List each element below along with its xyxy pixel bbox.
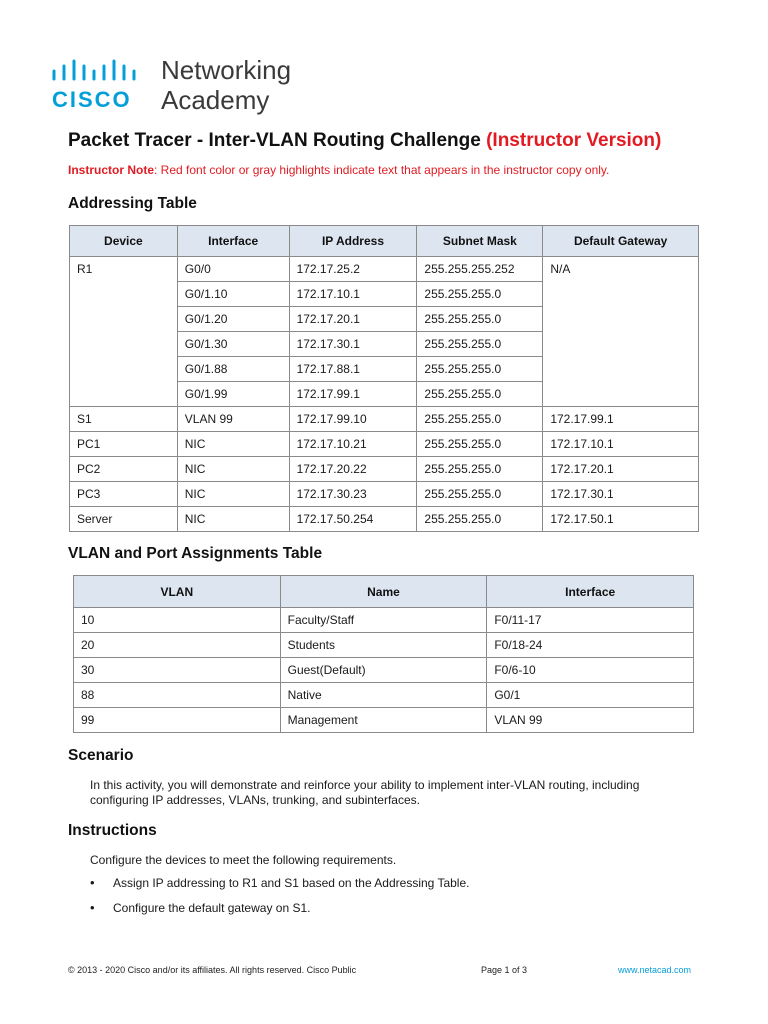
scenario-heading: Scenario (68, 747, 134, 764)
cisco-bridge-bars-icon (52, 59, 144, 81)
gateway-cell: 172.17.50.1 (543, 507, 699, 532)
vlan-name-cell: Guest(Default) (280, 658, 487, 683)
ip-cell: 172.17.10.1 (289, 282, 417, 307)
column-header-vlan: VLAN (74, 576, 281, 608)
logo-networking-text: Networking (161, 55, 292, 85)
column-header-interface: Interface (487, 576, 694, 608)
footer-copyright: © 2013 - 2020 Cisco and/or its affiliates. All rights reserved. Cisco Public (68, 965, 357, 975)
interface-cell: G0/1.88 (177, 357, 289, 382)
table-row (74, 658, 694, 683)
title-variant: (Instructor Version) (486, 130, 662, 151)
mask-cell: 255.255.255.0 (417, 357, 543, 382)
device-cell: S1 (70, 407, 178, 432)
interface-cell: G0/1.20 (177, 307, 289, 332)
column-header-default-gateway: Default Gateway (543, 226, 699, 257)
mask-cell: 255.255.255.0 (417, 282, 543, 307)
interface-cell: NIC (177, 457, 289, 482)
table-row (70, 507, 699, 532)
table-row (70, 407, 699, 432)
title-main: Packet Tracer - Inter-VLAN Routing Challenge (68, 130, 481, 151)
vlan-interface-cell: G0/1 (487, 683, 694, 708)
vlan-interface-cell: VLAN 99 (487, 708, 694, 733)
column-header-device: Device (70, 226, 178, 257)
vlan-name-cell: Management (280, 708, 487, 733)
list-item: • Configure the default gateway on S1. (90, 901, 469, 926)
vlan-name-cell: Native (280, 683, 487, 708)
table-row (74, 608, 694, 633)
interface-cell: G0/0 (177, 257, 289, 282)
device-cell: R1 (70, 257, 178, 407)
table-row (74, 683, 694, 708)
ip-cell: 172.17.10.21 (289, 432, 417, 457)
ip-cell: 172.17.30.1 (289, 332, 417, 357)
vlan-interface-cell: F0/6-10 (487, 658, 694, 683)
table-row (70, 257, 699, 282)
gateway-cell: N/A (543, 257, 699, 407)
column-header-name: Name (280, 576, 487, 608)
addressing-table-header-row (70, 226, 699, 257)
logo-academy-text: Academy (161, 85, 270, 115)
column-header-subnet-mask: Subnet Mask (417, 226, 543, 257)
ip-cell: 172.17.99.10 (289, 407, 417, 432)
interface-cell: VLAN 99 (177, 407, 289, 432)
interface-cell: G0/1.99 (177, 382, 289, 407)
instructions-list (90, 876, 469, 926)
device-cell: Server (70, 507, 178, 532)
gateway-cell: 172.17.30.1 (543, 482, 699, 507)
vlan-interface-cell: F0/11-17 (487, 608, 694, 633)
device-cell: PC1 (70, 432, 178, 457)
interface-cell: NIC (177, 432, 289, 457)
mask-cell: 255.255.255.252 (417, 257, 543, 282)
vlan-table-header-row (74, 576, 694, 608)
interface-cell: G0/1.10 (177, 282, 289, 307)
mask-cell: 255.255.255.0 (417, 307, 543, 332)
table-row (70, 457, 699, 482)
mask-cell: 255.255.255.0 (417, 457, 543, 482)
mask-cell: 255.255.255.0 (417, 382, 543, 407)
vlan-port-assignments-table (73, 575, 694, 733)
footer-url-link[interactable]: www.netacad.com (618, 965, 692, 975)
ip-cell: 172.17.88.1 (289, 357, 417, 382)
gateway-cell: 172.17.20.1 (543, 457, 699, 482)
gateway-cell: 172.17.99.1 (543, 407, 699, 432)
ip-cell: 172.17.20.22 (289, 457, 417, 482)
vlan-id-cell: 10 (74, 608, 281, 633)
device-cell: PC3 (70, 482, 178, 507)
mask-cell: 255.255.255.0 (417, 407, 543, 432)
gateway-cell: 172.17.10.1 (543, 432, 699, 457)
mask-cell: 255.255.255.0 (417, 332, 543, 357)
page-title (68, 130, 661, 152)
instructions-heading: Instructions (68, 822, 157, 839)
ip-cell: 172.17.30.23 (289, 482, 417, 507)
table-row (74, 633, 694, 658)
ip-cell: 172.17.20.1 (289, 307, 417, 332)
list-item: • Assign IP addressing to R1 and S1 based on the Addressing Table. (90, 876, 469, 901)
addressing-table-heading: Addressing Table (68, 195, 197, 212)
scenario-text: In this activity, you will demonstrate and reinforce your ability to implement inter-VLAN routing, including configuring IP addresses, VLANs, trunking, and subinterfaces. (90, 778, 640, 807)
addressing-table (69, 225, 699, 532)
cisco-networking-academy-logo (52, 56, 352, 116)
vlan-name-cell: Students (280, 633, 487, 658)
instructor-note-label: Instructor Note (68, 163, 155, 177)
instructions-intro: Configure the devices to meet the following requirements. (90, 853, 397, 867)
instructor-note-text: : Red font color or gray highlights indicate text that appears in the instructor copy only. (154, 163, 610, 177)
column-header-interface: Interface (177, 226, 289, 257)
vlan-name-cell: Faculty/Staff (280, 608, 487, 633)
footer-page-number: Page 1 of 3 (481, 965, 528, 975)
interface-cell: NIC (177, 507, 289, 532)
vlan-table-heading: VLAN and Port Assignments Table (68, 545, 323, 562)
mask-cell: 255.255.255.0 (417, 432, 543, 457)
vlan-id-cell: 99 (74, 708, 281, 733)
cisco-wordmark: CISCO (52, 87, 132, 112)
table-row (70, 432, 699, 457)
table-row (70, 482, 699, 507)
interface-cell: NIC (177, 482, 289, 507)
ip-cell: 172.17.99.1 (289, 382, 417, 407)
interface-cell: G0/1.30 (177, 332, 289, 357)
vlan-id-cell: 30 (74, 658, 281, 683)
mask-cell: 255.255.255.0 (417, 482, 543, 507)
column-header-ip-address: IP Address (289, 226, 417, 257)
instructor-note (68, 163, 609, 177)
vlan-id-cell: 20 (74, 633, 281, 658)
mask-cell: 255.255.255.0 (417, 507, 543, 532)
table-row (74, 708, 694, 733)
ip-cell: 172.17.25.2 (289, 257, 417, 282)
vlan-id-cell: 88 (74, 683, 281, 708)
device-cell: PC2 (70, 457, 178, 482)
ip-cell: 172.17.50.254 (289, 507, 417, 532)
vlan-interface-cell: F0/18-24 (487, 633, 694, 658)
